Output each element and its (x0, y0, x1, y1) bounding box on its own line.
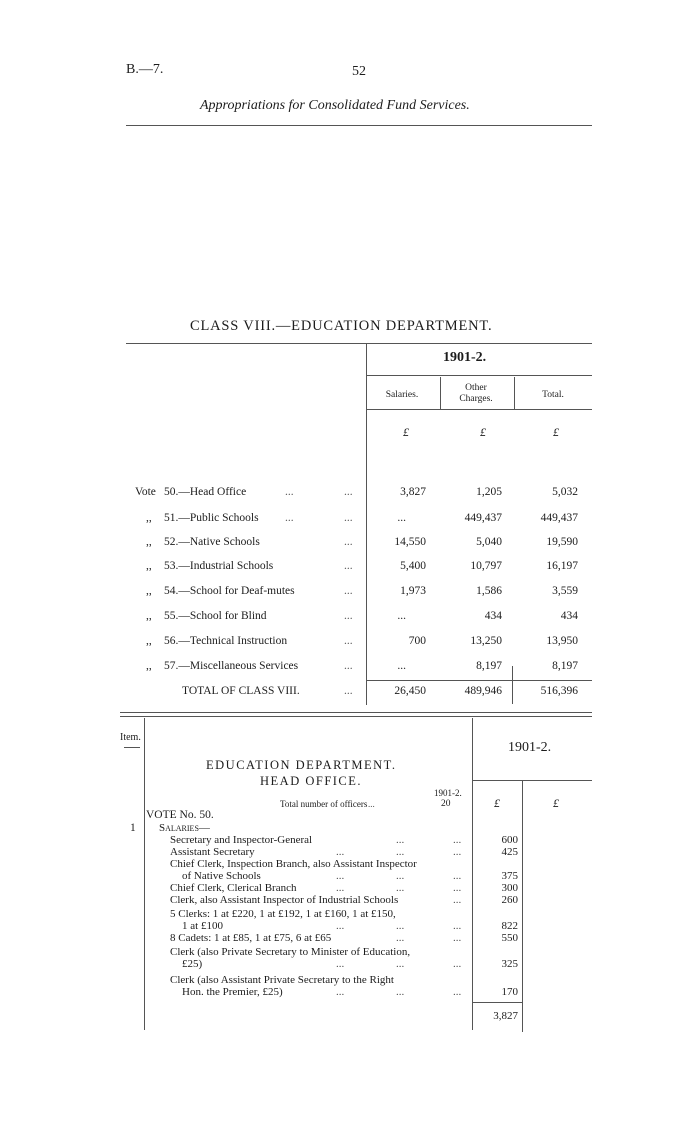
col-header-other-line1: Other (465, 383, 487, 393)
row-other: 449,437 (464, 512, 502, 524)
row-dots: ... (344, 512, 353, 524)
salary-amount: 425 (501, 846, 518, 858)
row-salaries: 5,400 (400, 560, 426, 572)
row-label: 57.—Miscellaneous Services (164, 660, 299, 672)
summary-total-rule (366, 680, 592, 681)
row-salaries: 3,827 (400, 486, 426, 498)
header-rule (126, 125, 592, 126)
currency-total: £ (553, 425, 559, 439)
row-other: 434 (484, 610, 502, 622)
table-row (0, 635, 700, 651)
row-salaries: ... (397, 660, 406, 672)
salary-amount: 375 (501, 870, 518, 882)
row-other: 1,205 (476, 486, 502, 498)
table-row (0, 512, 700, 528)
vote-heading: VOTE No. 50. (146, 809, 214, 821)
officers-year: 1901-2. (434, 788, 462, 798)
row-dots: ... (344, 536, 353, 548)
currency-other: £ (480, 425, 486, 439)
salary-line: 5 Clerks: 1 at £220, 1 at £192, 1 at £160, 1 at £150, (170, 908, 396, 920)
row-other: 10,797 (470, 560, 502, 572)
row-dots: ... (285, 486, 294, 498)
total-salaries: 26,450 (394, 685, 426, 697)
row-dots: ... (285, 512, 294, 524)
detail-currency-1: £ (494, 796, 500, 810)
salary-subtotal: 3,827 (493, 1010, 518, 1022)
row-salaries: 1,973 (400, 585, 426, 597)
salary-line: Secretary and Inspector-General (170, 834, 313, 846)
summary-col-sep-2 (440, 377, 441, 409)
salary-line: Clerk, also Assistant Inspector of Industrial Schools (170, 894, 399, 906)
total-label: TOTAL OF CLASS VIII. (182, 685, 300, 697)
total-total: 516,396 (540, 685, 578, 697)
row-total: 434 (560, 610, 578, 622)
salary-dots: ... (336, 986, 345, 998)
row-other: 13,250 (470, 635, 502, 647)
item-column-label: Item. (120, 732, 141, 743)
currency-salaries: £ (403, 425, 409, 439)
table-row (0, 585, 700, 601)
salary-line: of Native Schools (182, 870, 261, 882)
detail-year: 1901-2. (508, 740, 552, 755)
detail-currency-2: £ (553, 796, 559, 810)
salary-dots: ... (453, 920, 462, 932)
row-total: 16,197 (546, 560, 578, 572)
row-label: 52.—Native Schools (164, 536, 260, 548)
salary-amount: 300 (501, 882, 518, 894)
row-total: 13,950 (546, 635, 578, 647)
salary-dots: ... (453, 846, 462, 858)
table-row (0, 610, 700, 626)
subtotal-rule (472, 1002, 522, 1003)
col-header-total: Total. (542, 390, 564, 400)
salary-line: Chief Clerk, Clerical Branch (170, 882, 297, 894)
salary-line: Assistant Secretary (170, 846, 255, 858)
salary-amount: 550 (501, 932, 518, 944)
salary-amount: 170 (501, 986, 518, 998)
salary-dots: ... (336, 870, 345, 882)
row-label: 56.—Technical Instruction (164, 635, 288, 647)
col-header-salaries: Salaries. (385, 390, 419, 400)
detail-top-rule-1 (120, 712, 592, 713)
row-salaries: ... (397, 610, 406, 622)
summary-colhead-rule (366, 409, 592, 410)
row-other: 8,197 (476, 660, 502, 672)
table-row (0, 560, 700, 576)
salary-dots: ... (396, 882, 405, 894)
salary-amount: 600 (501, 834, 518, 846)
total-row (0, 685, 700, 701)
salaries-heading: Salaries— (159, 822, 210, 834)
row-label: 55.—School for Blind (164, 610, 267, 622)
salary-dots: ... (396, 958, 405, 970)
row-total: 449,437 (540, 512, 578, 524)
detail-amount-sep-2 (522, 780, 523, 1032)
salary-dots: ... (396, 920, 405, 932)
salary-dots: ... (453, 958, 462, 970)
salary-line: 1 at £100 (182, 920, 223, 932)
row-dots: ... (344, 685, 353, 697)
row-other: 5,040 (476, 536, 502, 548)
salary-dots: ... (396, 834, 405, 846)
row-salaries: ... (397, 512, 406, 524)
row-total: 19,590 (546, 536, 578, 548)
row-salaries: 700 (408, 635, 426, 647)
row-dots: ... (344, 486, 353, 498)
table-row (0, 536, 700, 552)
class-title: CLASS VIII.—EDUCATION DEPARTMENT. (190, 318, 493, 334)
row-label: 53.—Industrial Schools (164, 560, 274, 572)
salary-dots: ... (396, 846, 405, 858)
row-total: 5,032 (552, 486, 578, 498)
row-prefix: ,, (146, 536, 152, 548)
row-prefix: ,, (146, 635, 152, 647)
summary-year-rule (366, 375, 592, 376)
officers-label: Total number of officers (280, 799, 368, 809)
salary-dots: ... (453, 932, 462, 944)
salary-line: Hon. the Premier, £25) (182, 986, 283, 998)
officers-dots: ... (368, 799, 375, 809)
row-label: 51.—Public Schools (164, 512, 259, 524)
item-number: 1 (130, 822, 136, 834)
detail-year-rule (472, 780, 592, 781)
salary-dots: ... (396, 986, 405, 998)
salary-line: £25) (182, 958, 203, 970)
salary-amount: 822 (501, 920, 518, 932)
detail-amount-sep (472, 718, 473, 1030)
page-reference: B.—7. (126, 62, 164, 77)
salary-dots: ... (453, 894, 462, 906)
salary-dots: ... (453, 834, 462, 846)
row-prefix: ,, (146, 560, 152, 572)
salary-line: Clerk (also Private Secretary to Minister of Education, (170, 946, 411, 958)
detail-item-sep (144, 718, 145, 1030)
row-prefix: Vote (135, 486, 156, 498)
row-dots: ... (344, 660, 353, 672)
summary-top-rule (126, 343, 592, 344)
row-other: 1,586 (476, 585, 502, 597)
row-prefix: ,, (146, 610, 152, 622)
summary-year: 1901-2. (443, 350, 487, 365)
row-prefix: ,, (146, 512, 152, 524)
page-title: Appropriations for Consolidated Fund Services. (200, 98, 470, 113)
salary-dots: ... (336, 958, 345, 970)
row-prefix: ,, (146, 585, 152, 597)
summary-col-sep-3 (514, 377, 515, 409)
salary-dots: ... (396, 870, 405, 882)
row-dots: ... (344, 585, 353, 597)
salary-amount: 260 (501, 894, 518, 906)
page-number: 52 (352, 64, 366, 79)
row-total: 3,559 (552, 585, 578, 597)
salary-dots: ... (453, 882, 462, 894)
dept-subtitle: HEAD OFFICE. (260, 774, 363, 788)
salary-dots: ... (336, 846, 345, 858)
salary-amount: 325 (501, 958, 518, 970)
row-prefix: ,, (146, 660, 152, 672)
detail-top-rule-2 (120, 716, 592, 717)
table-row (0, 486, 700, 502)
salary-dots: ... (336, 920, 345, 932)
salary-line: Clerk (also Assistant Private Secretary to the Right (170, 974, 394, 986)
col-header-other-line2: Charges. (459, 394, 493, 404)
salary-dots: ... (336, 882, 345, 894)
item-column-rule (124, 747, 140, 748)
row-dots: ... (344, 610, 353, 622)
table-row (0, 660, 700, 676)
row-label: 54.—School for Deaf-mutes (164, 585, 295, 597)
row-dots: ... (344, 635, 353, 647)
salary-line: Chief Clerk, Inspection Branch, also Assistant Inspector (170, 858, 417, 870)
salary-line: 8 Cadets: 1 at £85, 1 at £75, 6 at £65 (170, 932, 332, 944)
total-other: 489,946 (464, 685, 502, 697)
salary-dots: ... (453, 986, 462, 998)
row-label: 50.—Head Office (164, 486, 247, 498)
row-salaries: 14,550 (394, 536, 426, 548)
row-dots: ... (344, 560, 353, 572)
dept-title: EDUCATION DEPARTMENT. (206, 758, 397, 772)
row-total: 8,197 (552, 660, 578, 672)
officers-count: 20 (441, 799, 451, 809)
salary-dots: ... (396, 932, 405, 944)
salary-dots: ... (453, 870, 462, 882)
